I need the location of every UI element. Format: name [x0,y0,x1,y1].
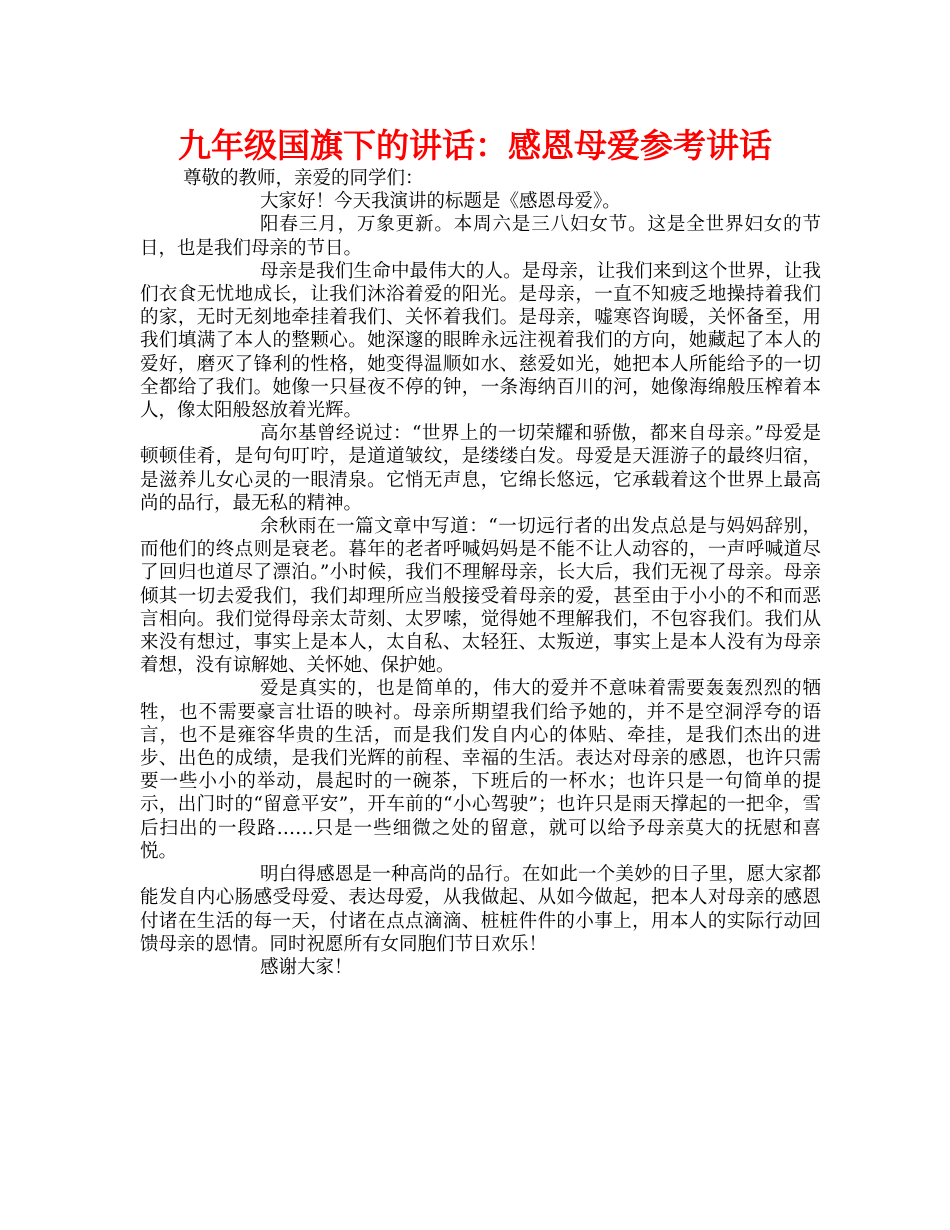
closing-line: 感谢大家！ [260,956,353,978]
paragraph: 母亲是我们生命中最伟大的人。是母亲，让我们来到这个世界，让我们衣食无忧地成长，让我们沐浴着爱的阳光。是母亲，一直不知疲乏地操持着我们的家，无时无刻地牵挂着我们、关怀着我们。是母亲，嘘寒咨询暖，关怀备至，用我们填满了本人的整颗心。她深邃的眼眸永远注视着我们的方向，她藏起了本人的爱好，磨灭了锋利的性格，她变得温顺如水、慈爱如光，她把本人所能给予的一切全都给了我们。她像一只昼夜不停的钟，一条海纳百川的河，她像海绵般压榨着本人，像太阳般怒放着光辉。 [140,260,821,422]
paragraph: 明白得感恩是一种高尚的品行。在如此一个美妙的日子里，愿大家都能发自内心肠感受母爱、表达母爱，从我做起、从如今做起，把本人对母亲的感恩付诸在生活的每一天，付诸在点点滴滴、桩桩件件的小事上，用本人的实际行动回馈母亲的恩情。同时祝愿所有女同胞们节日欢乐！ [140,864,821,955]
greeting: 尊敬的教师，亲爱的同学们： [183,168,424,189]
paragraph: 余秋雨在一篇文章中写道：“一切远行者的出发点总是与妈妈辞别，而他们的终点则是衰老。暮年的老者呼喊妈妈是不能不让人动容的，一声呼喊道尽了回归也道尽了漂泊。”小时候，我们不理解母亲，长大后，我们无视了母亲。母亲倾其一切去爱我们，我们却理所应当般接受着母亲的爱，甚至由于小小的不和而恶言相向。我们觉得母亲太苛刻、太罗嗦，觉得她不理解我们，不包容我们。我们从来没有想过，事实上是本人，太自私、太轻狂、太叛逆，事实上是本人没有为母亲着想，没有谅解她、关怀她、保护她。 [140,516,821,677]
paragraph: 高尔基曾经说过：“世界上的一切荣耀和骄傲，都来自母亲。”母爱是顿顿佳肴，是句句叮咛，是道道皱纹，是缕缕白发。母爱是天涯游子的最终归宿，是滋养儿女心灵的一眼清泉。它悄无声息，它绵长悠远，它承载着这个世界上最高尚的品行，最无私的精神。 [140,423,821,514]
paragraph: 阳春三月，万象更新。本周六是三八妇女节。这是全世界妇女的节日，也是我们母亲的节日。 [140,214,821,259]
paragraph: 爱是真实的，也是简单的，伟大的爱并不意味着需要轰轰烈烈的牺牲，也不需要豪言壮语的映衬。母亲所期望我们给予她的，并不是空洞浮夸的语言，也不是雍容华贵的生活，而是我们发自内心的体贴、牵挂，是我们杰出的进步、出色的成绩，是我们光辉的前程、幸福的生活。表达对母亲的感恩，也许只需要一些小小的举动，晨起时的一碗茶，下班后的一杯水；也许只是一句简单的提示，出门时的“留意平安”，开车前的“小心驾驶”；也许只是雨天撑起的一把伞，雪后扫出的一段路……只是一些细微之处的留意，就可以给予母亲莫大的抚慰和喜悦。 [140,678,821,862]
paragraph: 大家好！今天我演讲的标题是《感恩母爱》。 [260,191,621,213]
speech-body [140,167,821,979]
page-title: 九年级国旗下的讲话：感恩母爱参考讲话 [178,126,772,165]
